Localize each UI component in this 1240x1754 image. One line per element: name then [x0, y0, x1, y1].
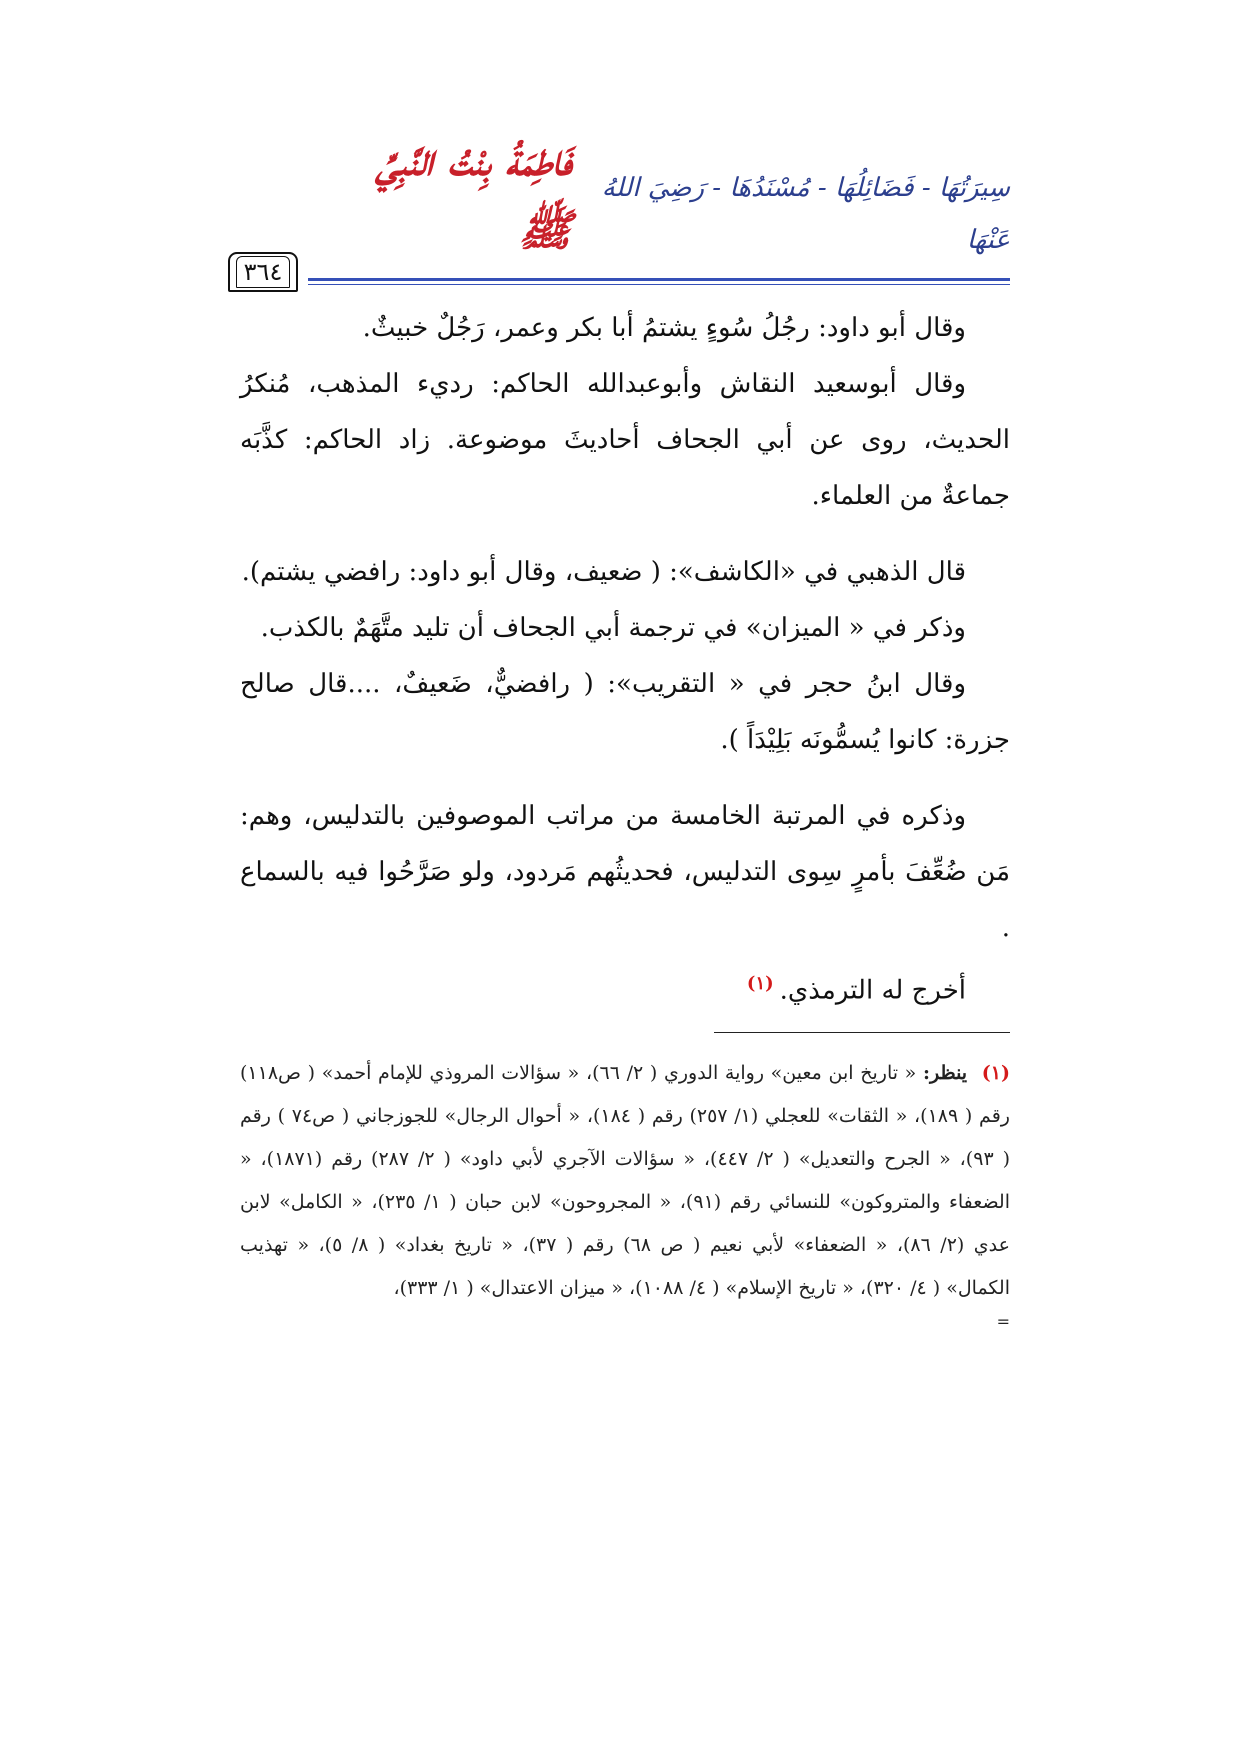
paragraph-mizan: وذكر في « الميزان» في ترجمة أبي الجحاف أن تليد متَّهَمٌ بالكذب. [260, 613, 966, 643]
paragraph-kashif: قال الذهبي في «الكاشف»: ( ضعيف، وقال أبو داود: رافضي يشتم). [241, 557, 966, 587]
page-number: ٣٦٤ [228, 252, 298, 292]
footnote-reference[interactable]: (١) [746, 973, 774, 994]
paragraph-abu-dawud: وقال أبو داود: رجُلُ سُوءٍ يشتمُ أبا بكر وعمر، رَجُلٌ خبيثٌ. [362, 313, 966, 343]
footnote-number[interactable]: (١) [981, 1062, 1010, 1084]
footnote-text: « تاريخ ابن معين» رواية الدوري ( ٢/ ٦٦)، « سؤالات المروذي للإمام أحمد» ( ص١١٨) رقم ( ١٨٩)، « الثقات» للعجلي (١/ ٢٥٧) رقم ( ١٨٤)، « أحوال الرجال» للجوزجاني ( ص٧٤ ) رقم ( ٩٣)، « الجرح والتعديل» ( ٢/ ٤٤٧)، « سؤالات الآجري لأبي داود» ( ٢/ ٢٨٧) رقم (١٨٧١)، « الضعفاء والمتروكون» للنسائي رقم (٩١)، « المجروحون» لابن حبان ( ١/ ٢٣٥)، « الكامل» لابن عدي (٢/ ٨٦)، « الضعفاء» لأبي نعيم ( ص ٦٨) رقم ( ٣٧)، « تاريخ بغداد» ( ٨/ ٥)، « تهذيب الكمال» ( ٤/ ٣٢٠)، « تاريخ الإسلام» ( ٤/ ١٠٨٨)، « ميزان الاعتدال» ( ١/ ٣٣٣)، [240, 1062, 1010, 1299]
paragraph-tadlis: وذكره في المرتبة الخامسة من مراتب الموصوفين بالتدليس، وهم: مَن ضُعِّفَ بأمرٍ سِوى التدليس، فحديثُهم مَردود، ولو صَرَّحُوا فيه بالسماع . [240, 801, 1010, 943]
footnote-continuation-mark: = [996, 1312, 1010, 1331]
page-header [228, 135, 1010, 286]
footnotes [240, 1052, 1010, 1334]
book-title: فَاطِمَةُ بِنْتُ النَّبِيِّ ﷺ [376, 135, 572, 256]
header-rule-thin [308, 284, 1010, 285]
running-title [328, 135, 1010, 266]
tirmidhi-text: أخرج له الترمذي. [779, 975, 966, 1006]
paragraph-naqqash-hakim: وقال أبوسعيد النقاش وأبوعبدالله الحاكم: رديء المذهب، مُنكرُ الحديث، روى عن أبي الجحاف أحاديثَ موضوعة. زاد الحاكم: كذَّبَه جماعةٌ من العلماء. [240, 369, 1010, 511]
main-text [240, 300, 1010, 1019]
header-rule-thick [308, 278, 1010, 281]
paragraph-tirmidhi [240, 956, 1010, 1019]
paragraph-taqrib: وقال ابنُ حجر في « التقريب»: ( رافضيٌّ، ضَعيفٌ، ....قال صالح جزرة: كانوا يُسمُّونَه بَلِيْدَاً ). [240, 669, 1010, 755]
footnote-1 [240, 1052, 1010, 1310]
book-subtitle: سِيرَتُهَا - فَضَائِلُهَا - مُسْنَدُهَا - رَضِيَ اللهُ عَنْهَا [601, 173, 1010, 255]
footnote-lead: ينظر: [922, 1062, 968, 1084]
footnote-separator [714, 1032, 1010, 1033]
